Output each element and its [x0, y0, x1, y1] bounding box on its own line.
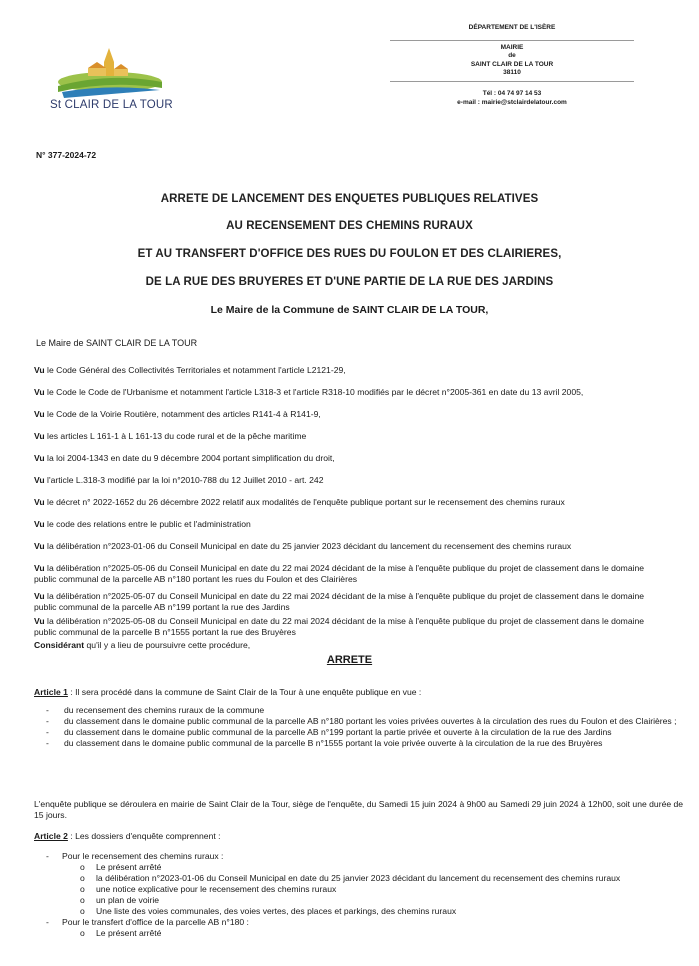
visa-lead: Vu — [34, 475, 45, 485]
list-item: - Pour le recensement des chemins ruraux : o Le présent arrêté o la délibération n°2023-01-06 du Conseil Municipal en date du 25 janvier 2023 décidant du lancement du recensement des chemins ruraux o une notice explicative pour le recensement des chemins ruraux o un plan de voirie o Une liste des voies communales, des voies vertes, des places et parkings, des chemins ruraux — [34, 851, 694, 917]
article-2-intro-text: : Les dossiers d'enquête comprennent : — [67, 831, 221, 841]
visa-item — [34, 453, 664, 464]
title-line-1: ARRETE DE LANCEMENT DES ENQUETES PUBLIQUES RELATIVES — [160, 193, 539, 205]
administration-header — [390, 24, 634, 107]
visa-text: l'article L.318-3 modifié par la loi n°2010-788 du 12 Juillet 2010 - art. 242 — [44, 475, 324, 485]
postcode-label: 38110 — [503, 69, 521, 77]
visa-text: le Code de la Voirie Routière, notamment des articles R141-4 à R141-9, — [44, 409, 321, 419]
sub-list-item-text: Le présent arrêté — [96, 928, 162, 938]
divider — [390, 81, 634, 82]
article-2-intro — [34, 831, 674, 842]
article-2-list — [34, 851, 694, 939]
visa-item — [34, 497, 664, 508]
title-line-3: ET AU TRANSFERT D'OFFICE DES RUES DU FOULON ET DES CLAIRIERES, — [137, 248, 562, 260]
visa-item — [34, 563, 664, 585]
maire-heading: Le Maire de la Commune de SAINT CLAIR DE LA TOUR, — [210, 304, 489, 316]
visa-text: qu'il y a lieu de poursuivre cette procédure, — [84, 640, 251, 650]
maire-intro: Le Maire de SAINT CLAIR DE LA TOUR — [36, 338, 198, 348]
town-label: SAINT CLAIR DE LA TOUR — [470, 60, 554, 68]
visa-item — [34, 591, 664, 613]
visa-lead: Considérant — [34, 640, 85, 650]
list-item: - du recensement des chemins ruraux de la commune — [46, 705, 265, 715]
article-1-list — [34, 705, 694, 749]
sub-list-item-text: une notice explicative pour le recensement des chemins ruraux — [96, 884, 337, 894]
sub-list-item-text: Le présent arrêté — [96, 862, 162, 872]
visa-lead: Vu — [34, 541, 45, 551]
visa-item — [34, 387, 684, 398]
sub-list-item: o Une liste des voies communales, des voies vertes, des places et parkings, des chemins ruraux — [80, 906, 457, 916]
sub-list-item: o Le présent arrêté — [80, 928, 162, 938]
visa-item — [34, 519, 664, 530]
visa-text: le Code le Code de l'Urbanisme et notamment l'article L318-3 et l'article R318-10 modifiés par le décret n°2005-361 en date du 13 avril 2005, — [44, 387, 584, 397]
visa-lead: Vu — [34, 431, 45, 441]
article-2-label: Article 2 — [34, 831, 68, 841]
visa-lead: Vu — [34, 616, 45, 626]
arrete-heading: ARRETE — [326, 654, 373, 666]
divider — [390, 40, 634, 41]
visa-text: la délibération n°2025-05-07 du Conseil Municipal en date du 22 mai 2024 décidant de la mise à l'enquête publique du projet de classement dans le domaine public communal de la parcelle AB n°199 portant la rue des Jardins — [34, 591, 645, 612]
sub-list-item: o Le présent arrêté — [80, 862, 162, 872]
visa-item — [34, 475, 664, 486]
group-title: Pour le recensement des chemins ruraux : — [62, 851, 224, 861]
sub-list-item: o un plan de voirie — [80, 895, 160, 905]
article-1-closing: L'enquête publique se déroulera en mairie de Saint Clair de la Tour, siège de l'enquête, du Samedi 15 juin 2024 à 9h00 au Samedi 29 juin 2024 à 12h00, soit une durée de 15 jours. — [34, 799, 684, 820]
visa-text: la délibération n°2025-05-06 du Conseil Municipal en date du 22 mai 2024 décidant de la mise à l'enquête publique du projet de classement dans le domaine public communal de la parcelle AB n°180 portant les rues du Foulon et des Clairières — [34, 563, 645, 584]
visa-lead: Vu — [34, 563, 45, 573]
sub-list-item: o la délibération n°2023-01-06 du Conseil Municipal en date du 25 janvier 2023 décidant du lancement du recensement des chemins ruraux — [80, 873, 621, 883]
de-label: de — [508, 52, 516, 60]
reference-number: N° 377-2024-72 — [36, 150, 97, 160]
visa-text: le code des relations entre le public et l'administration — [44, 519, 251, 529]
list-item-text: du classement dans le domaine public communal de la parcelle AB n°199 portant la partie privée et ouverte à la circulation de la rue des Jardins — [64, 727, 612, 737]
group-title: Pour le transfert d'office de la parcelle AB n°180 : — [62, 917, 249, 927]
list-item-text: du recensement des chemins ruraux de la commune — [64, 705, 265, 715]
visa-text: le Code Général des Collectivités Territoriales et notamment l'article L2121-29, — [44, 365, 346, 375]
sub-list — [66, 928, 694, 939]
visa-lead: Vu — [34, 453, 45, 463]
visa-lead: Vu — [34, 387, 45, 397]
article-1-label: Article 1 — [34, 687, 68, 697]
visa-text: la délibération n°2023-01-06 du Conseil Municipal en date du 25 janvier 2023 décidant du lancement du recensement des chemins ruraux — [44, 541, 572, 551]
visa-item — [34, 409, 664, 420]
visa-item — [34, 640, 664, 651]
title-line-2: AU RECENSEMENT DES CHEMINS RURAUX — [226, 220, 473, 232]
visa-text: le décret n° 2022-1652 du 26 décembre 2022 relatif aux modalités de l'enquête publique portant sur le recensement des chemins ruraux — [44, 497, 565, 507]
list-item: - Pour le transfert d'office de la parcelle AB n°180 : o Le présent arrêté — [34, 917, 694, 939]
title-line-4: DE LA RUE DES BRUYERES ET D'UNE PARTIE DE LA RUE DES JARDINS — [145, 276, 554, 288]
visa-text: les articles L 161-1 à L 161-13 du code rural et de la pêche maritime — [44, 431, 307, 441]
article-1-intro-text: : Il sera procédé dans la commune de Saint Clair de la Tour à une enquête publique en vue : — [67, 687, 422, 697]
email-label: e-mail : mairie@stclairdelatour.com — [457, 98, 567, 106]
sub-list-item: o une notice explicative pour le recensement des chemins ruraux — [80, 884, 337, 894]
visa-item — [34, 365, 664, 376]
sub-list-item-text: Une liste des voies communales, des voies vertes, des places et parkings, des chemins ruraux — [96, 906, 457, 916]
list-item-text: du classement dans le domaine public communal de la parcelle AB n°180 portant les voies privées ouvertes à la circulation des rues du Foulon et des Clairières ; — [64, 716, 677, 726]
mairie-label: MAIRIE — [500, 43, 524, 51]
article-1-intro — [34, 687, 674, 698]
logo-caption: St CLAIR DE LA TOUR — [50, 99, 173, 111]
visa-lead: Vu — [34, 365, 45, 375]
list-item-text: du classement dans le domaine public communal de la parcelle B n°1555 portant la voie privée ouverte à la circulation de la rue des Bruyères — [64, 738, 603, 748]
visa-lead: Vu — [34, 519, 45, 529]
visa-lead: Vu — [34, 409, 45, 419]
visa-item — [34, 431, 664, 442]
visa-text: la loi 2004-1343 en date du 9 décembre 2004 portant simplification du droit, — [44, 453, 335, 463]
visa-item — [34, 541, 664, 552]
list-item: - du classement dans le domaine public communal de la parcelle AB n°180 portant les voies privées ouvertes à la circulation des rues du Foulon et des Clairières ; — [46, 716, 677, 726]
visa-text: la délibération n°2025-05-08 du Conseil Municipal en date du 22 mai 2024 décidant de la mise à l'enquête publique du projet de classement dans le domaine public communal de la parcelle B n°1555 portant la rue des Bruyères — [34, 616, 645, 637]
sub-list-item-text: un plan de voirie — [96, 895, 160, 905]
sub-list — [66, 862, 694, 917]
sub-list-item-text: la délibération n°2023-01-06 du Conseil Municipal en date du 25 janvier 2023 décidant du lancement du recensement des chemins ruraux — [96, 873, 621, 883]
list-item: - du classement dans le domaine public communal de la parcelle B n°1555 portant la voie privée ouverte à la circulation de la rue des Bruyères — [46, 738, 603, 748]
phone-label: Tél : 04 74 97 14 53 — [482, 89, 542, 97]
visa-lead: Vu — [34, 591, 45, 601]
department-label: DÉPARTEMENT DE L'ISÈRE — [468, 24, 556, 31]
visa-lead: Vu — [34, 497, 45, 507]
list-item: - du classement dans le domaine public communal de la parcelle AB n°199 portant la partie privée et ouverte à la circulation de la rue des Jardins — [46, 727, 612, 737]
visa-item — [34, 616, 664, 638]
